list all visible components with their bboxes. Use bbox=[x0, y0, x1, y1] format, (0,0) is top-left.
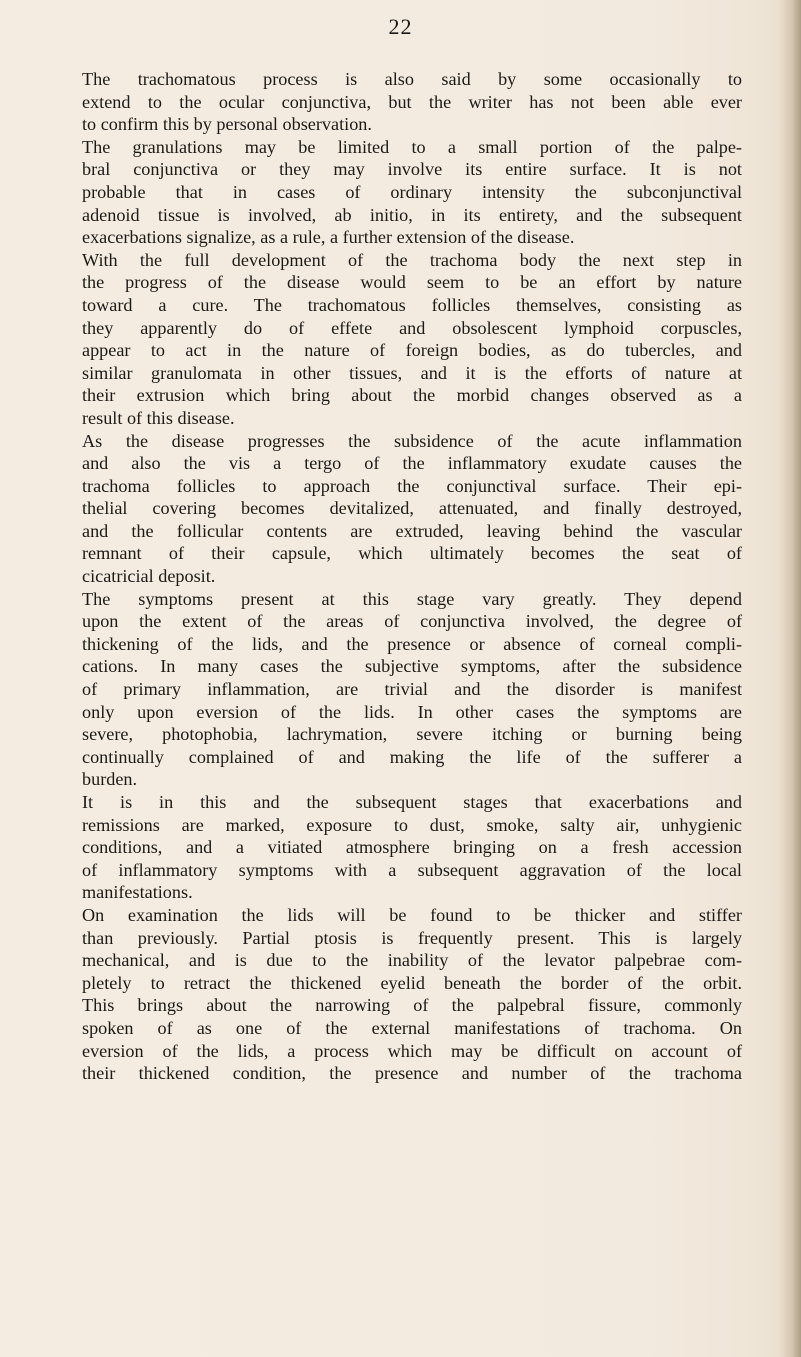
text-line: their thickened condition, the presence and number of the trachoma bbox=[82, 1063, 742, 1084]
text-line: probable that in cases of ordinary intensity the subconjunctival bbox=[82, 181, 742, 202]
text-line: they apparently do of effete and obsolescent lymphoid corpuscles, bbox=[82, 317, 742, 338]
text-line: of inflammatory symptoms with a subsequent aggravation of the local bbox=[82, 859, 742, 880]
text-line: thelial covering becomes devitalized, attenuated, and finally destroyed, bbox=[82, 498, 742, 519]
text-line: manifestations. bbox=[82, 882, 193, 903]
text-line: similar granulomata in other tissues, and it is the efforts of nature at bbox=[82, 362, 742, 383]
text-line: pletely to retract the thickened eyelid beneath the border of the orbit. bbox=[82, 972, 742, 993]
text-line: exacerbations signalize, as a rule, a further extension of the disease. bbox=[82, 227, 575, 248]
page-edge-shadow bbox=[779, 0, 801, 1357]
text-line: thickening of the lids, and the presence or absence of corneal compli- bbox=[82, 633, 742, 654]
text-line: This brings about the narrowing of the palpebral fissure, commonly bbox=[82, 995, 742, 1016]
text-line: their extrusion which bring about the morbid changes observed as a bbox=[82, 385, 742, 406]
text-line: The symptoms present at this stage vary greatly. They depend bbox=[82, 588, 742, 609]
text-line: cicatricial deposit. bbox=[82, 566, 216, 587]
text-line: The granulations may be limited to a small portion of the palpe- bbox=[82, 136, 742, 157]
text-line: of primary inflammation, are trivial and the disorder is manifest bbox=[82, 679, 742, 700]
text-line: burden. bbox=[82, 769, 138, 790]
text-line: and the follicular contents are extruded, leaving behind the vascular bbox=[82, 520, 742, 541]
text-line: spoken of as one of the external manifestations of trachoma. On bbox=[82, 1017, 742, 1038]
text-line: to confirm this by personal observation. bbox=[82, 114, 372, 135]
page-number: 22 bbox=[388, 14, 413, 39]
text-line: than previously. Partial ptosis is frequently present. This is largely bbox=[82, 927, 742, 948]
text-line: and also the vis a tergo of the inflammatory exudate causes the bbox=[82, 453, 742, 474]
text-line: cations. In many cases the subjective symptoms, after the subsidence bbox=[82, 656, 742, 677]
text-line: appear to act in the nature of foreign bodies, as do tubercles, and bbox=[82, 340, 742, 361]
text-line: trachoma follicles to approach the conjunctival surface. Their epi- bbox=[82, 475, 742, 496]
text-line: continually complained of and making the life of the sufferer a bbox=[82, 746, 742, 767]
body-text bbox=[82, 68, 742, 1085]
text-line: extend to the ocular conjunctiva, but the writer has not been able ever bbox=[82, 91, 742, 112]
text-line: eversion of the lids, a process which may be difficult on account of bbox=[82, 1040, 742, 1061]
text-line: toward a cure. The trachomatous follicles themselves, consisting as bbox=[82, 294, 742, 315]
text-line: With the full development of the trachoma body the next step in bbox=[82, 249, 742, 270]
text-line: only upon eversion of the lids. In other cases the symptoms are bbox=[82, 701, 742, 722]
text-line: As the disease progresses the subsidence of the acute inflammation bbox=[82, 430, 742, 451]
text-line: It is in this and the subsequent stages that exacerbations and bbox=[82, 792, 742, 812]
text-line: result of this disease. bbox=[82, 407, 235, 428]
text-line: the progress of the disease would seem to be an effort by nature bbox=[82, 272, 742, 293]
text-line: conditions, and a vitiated atmosphere bringing on a fresh accession bbox=[82, 837, 742, 858]
text-line: mechanical, and is due to the inability of the levator palpebrae com- bbox=[82, 950, 742, 971]
text-line: remissions are marked, exposure to dust, smoke, salty air, unhygienic bbox=[82, 814, 742, 835]
text-line: upon the extent of the areas of conjunctiva involved, the degree of bbox=[82, 611, 742, 632]
text-line: The trachomatous process is also said by some occasionally to bbox=[82, 69, 742, 89]
text-line: On examination the lids will be found to be thicker and stiffer bbox=[82, 904, 742, 925]
text-line: remnant of their capsule, which ultimately becomes the seat of bbox=[82, 543, 742, 564]
text-line: adenoid tissue is involved, ab initio, in its entirety, and the subsequent bbox=[82, 204, 742, 225]
text-line: severe, photophobia, lachrymation, severe itching or burning being bbox=[82, 724, 742, 745]
text-line: bral conjunctiva or they may involve its entire surface. It is not bbox=[82, 159, 742, 180]
